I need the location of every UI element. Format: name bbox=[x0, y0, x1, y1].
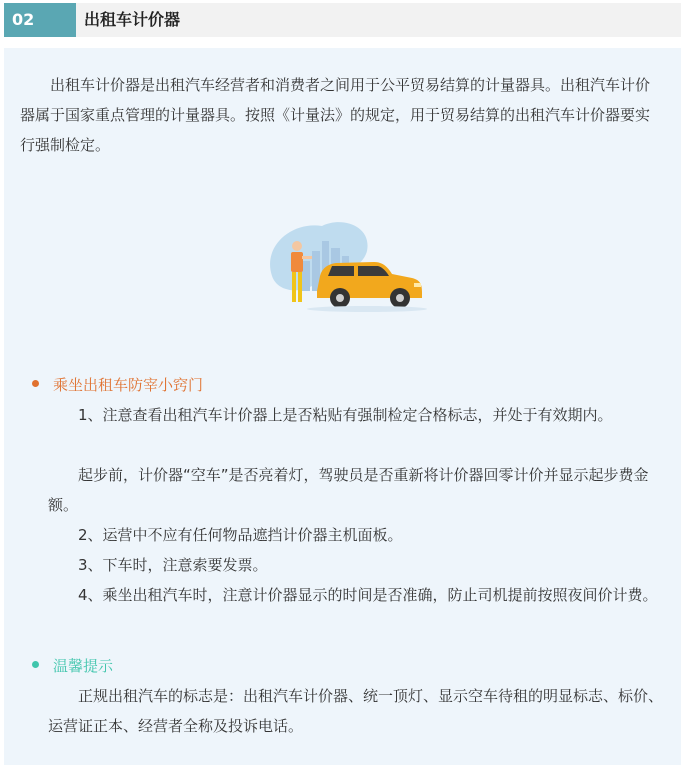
intro-paragraph: 出租车计价器是出租汽车经营者和消费者之间用于公平贸易结算的计量器具。出租汽车计价器属于国家重点管理的计量器具。按照《计量法》的规定，用于贸易结算的出租汽车计价器要实行强制检定。 bbox=[20, 76, 651, 154]
section-number: 02 bbox=[4, 3, 76, 37]
warm-heading bbox=[32, 651, 113, 681]
taxi-illustration-icon bbox=[262, 216, 432, 316]
tips-item: 起步前，计价器“空车”是否亮着灯，驾驶员是否重新将计价器回零计价并显示起步费金额。 bbox=[48, 466, 649, 514]
tips-item: 4、乘坐出租汽车时，注意计价器显示的时间是否准确，防止司机提前按照夜间价计费。 bbox=[78, 586, 658, 604]
tips-item: 1、注意查看出租汽车计价器上是否粘贴有强制检定合格标志，并处于有效期内。 bbox=[78, 406, 613, 424]
content-panel bbox=[4, 48, 681, 765]
bullet-dot bbox=[32, 661, 39, 668]
tips-item: 2、运营中不应有任何物品遮挡计价器主机面板。 bbox=[78, 526, 403, 544]
warm-text: 正规出租汽车的标志是：出租汽车计价器、统一顶灯、显示空车待租的明显标志、标价、运营证正本、经营者全称及投诉电话。 bbox=[48, 687, 664, 735]
tips-item: 3、下车时，注意索要发票。 bbox=[78, 556, 268, 574]
bullet-dot bbox=[32, 380, 39, 387]
warm-title: 温馨提示 bbox=[53, 657, 114, 675]
section-header bbox=[4, 3, 681, 37]
tips-heading bbox=[32, 370, 203, 400]
section-title: 出租车计价器 bbox=[84, 10, 181, 29]
tips-title: 乘坐出租车防宰小窍门 bbox=[53, 376, 204, 394]
